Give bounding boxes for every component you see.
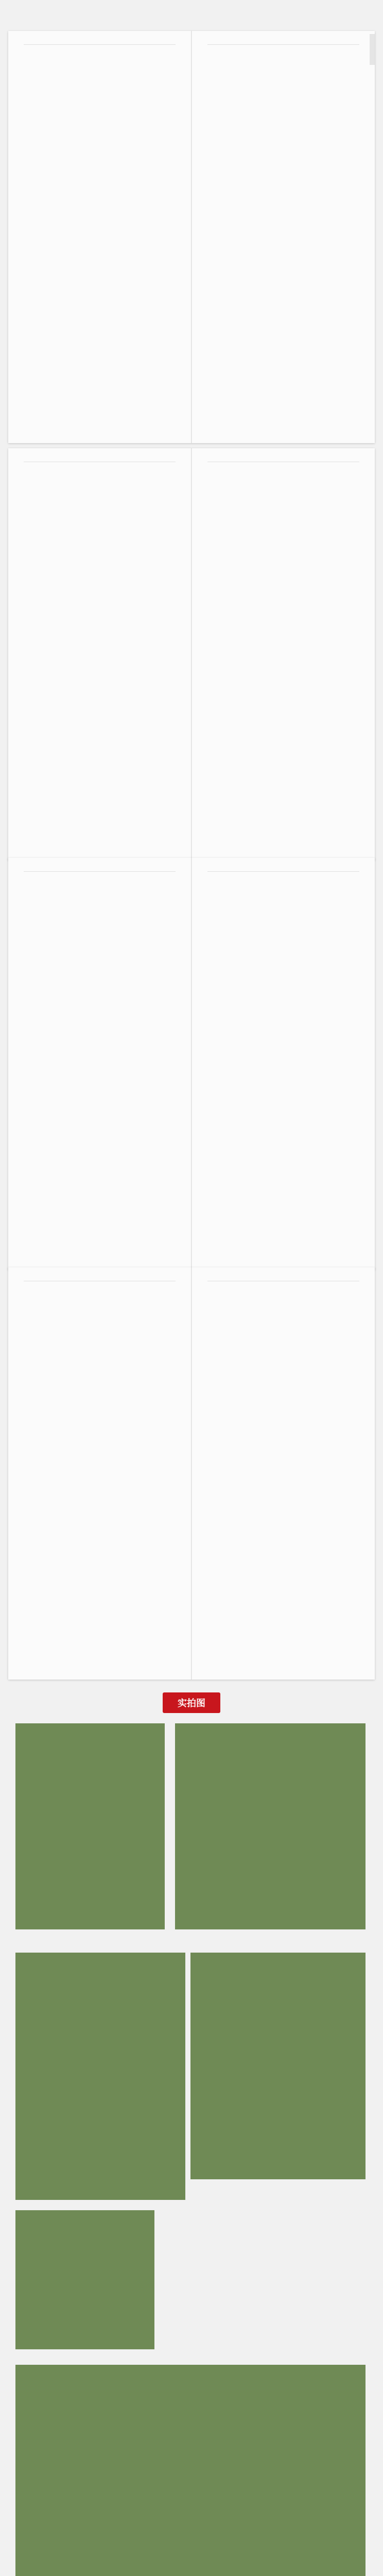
spread-1-right-page [192, 31, 375, 443]
page-text [24, 878, 176, 1244]
spread-4-right-page [192, 1267, 375, 1680]
running-head [207, 1276, 359, 1281]
page-text [207, 469, 359, 835]
running-head [207, 456, 359, 462]
page-text [24, 52, 176, 417]
running-head [207, 866, 359, 872]
running-head [24, 1276, 176, 1281]
running-head [207, 39, 359, 45]
page-text [207, 52, 359, 417]
photo-open-book-on-grass [175, 1723, 365, 1929]
book-spread-2 [8, 448, 375, 860]
real-photo-banner: 实拍图 [163, 1692, 220, 1713]
running-head [24, 866, 176, 872]
page-text [207, 1288, 359, 1654]
page-text [24, 469, 176, 835]
book-spread-4 [8, 1267, 375, 1680]
book-spread-1 [8, 31, 375, 443]
spread-2-right-page [192, 448, 375, 860]
photo-book-in-hand [15, 2210, 154, 2349]
photo-book-spine-and-cover [15, 1953, 185, 2200]
chapter-tab [370, 34, 375, 65]
running-head [24, 39, 176, 45]
page-text [24, 1288, 176, 1654]
spread-4-left-page [8, 1267, 191, 1680]
book-spread-3 [8, 858, 375, 1270]
spread-3-left-page [8, 858, 191, 1270]
photo-book-back-with-trees [190, 1953, 365, 2179]
spread-3-right-page [192, 858, 375, 1270]
spread-2-left-page [8, 448, 191, 860]
running-head [24, 456, 176, 462]
photo-book-front-cover [15, 2365, 365, 2576]
photo-book-among-leaves [15, 1723, 165, 1929]
page-text [207, 878, 359, 1244]
spread-1-left-page [8, 31, 191, 443]
